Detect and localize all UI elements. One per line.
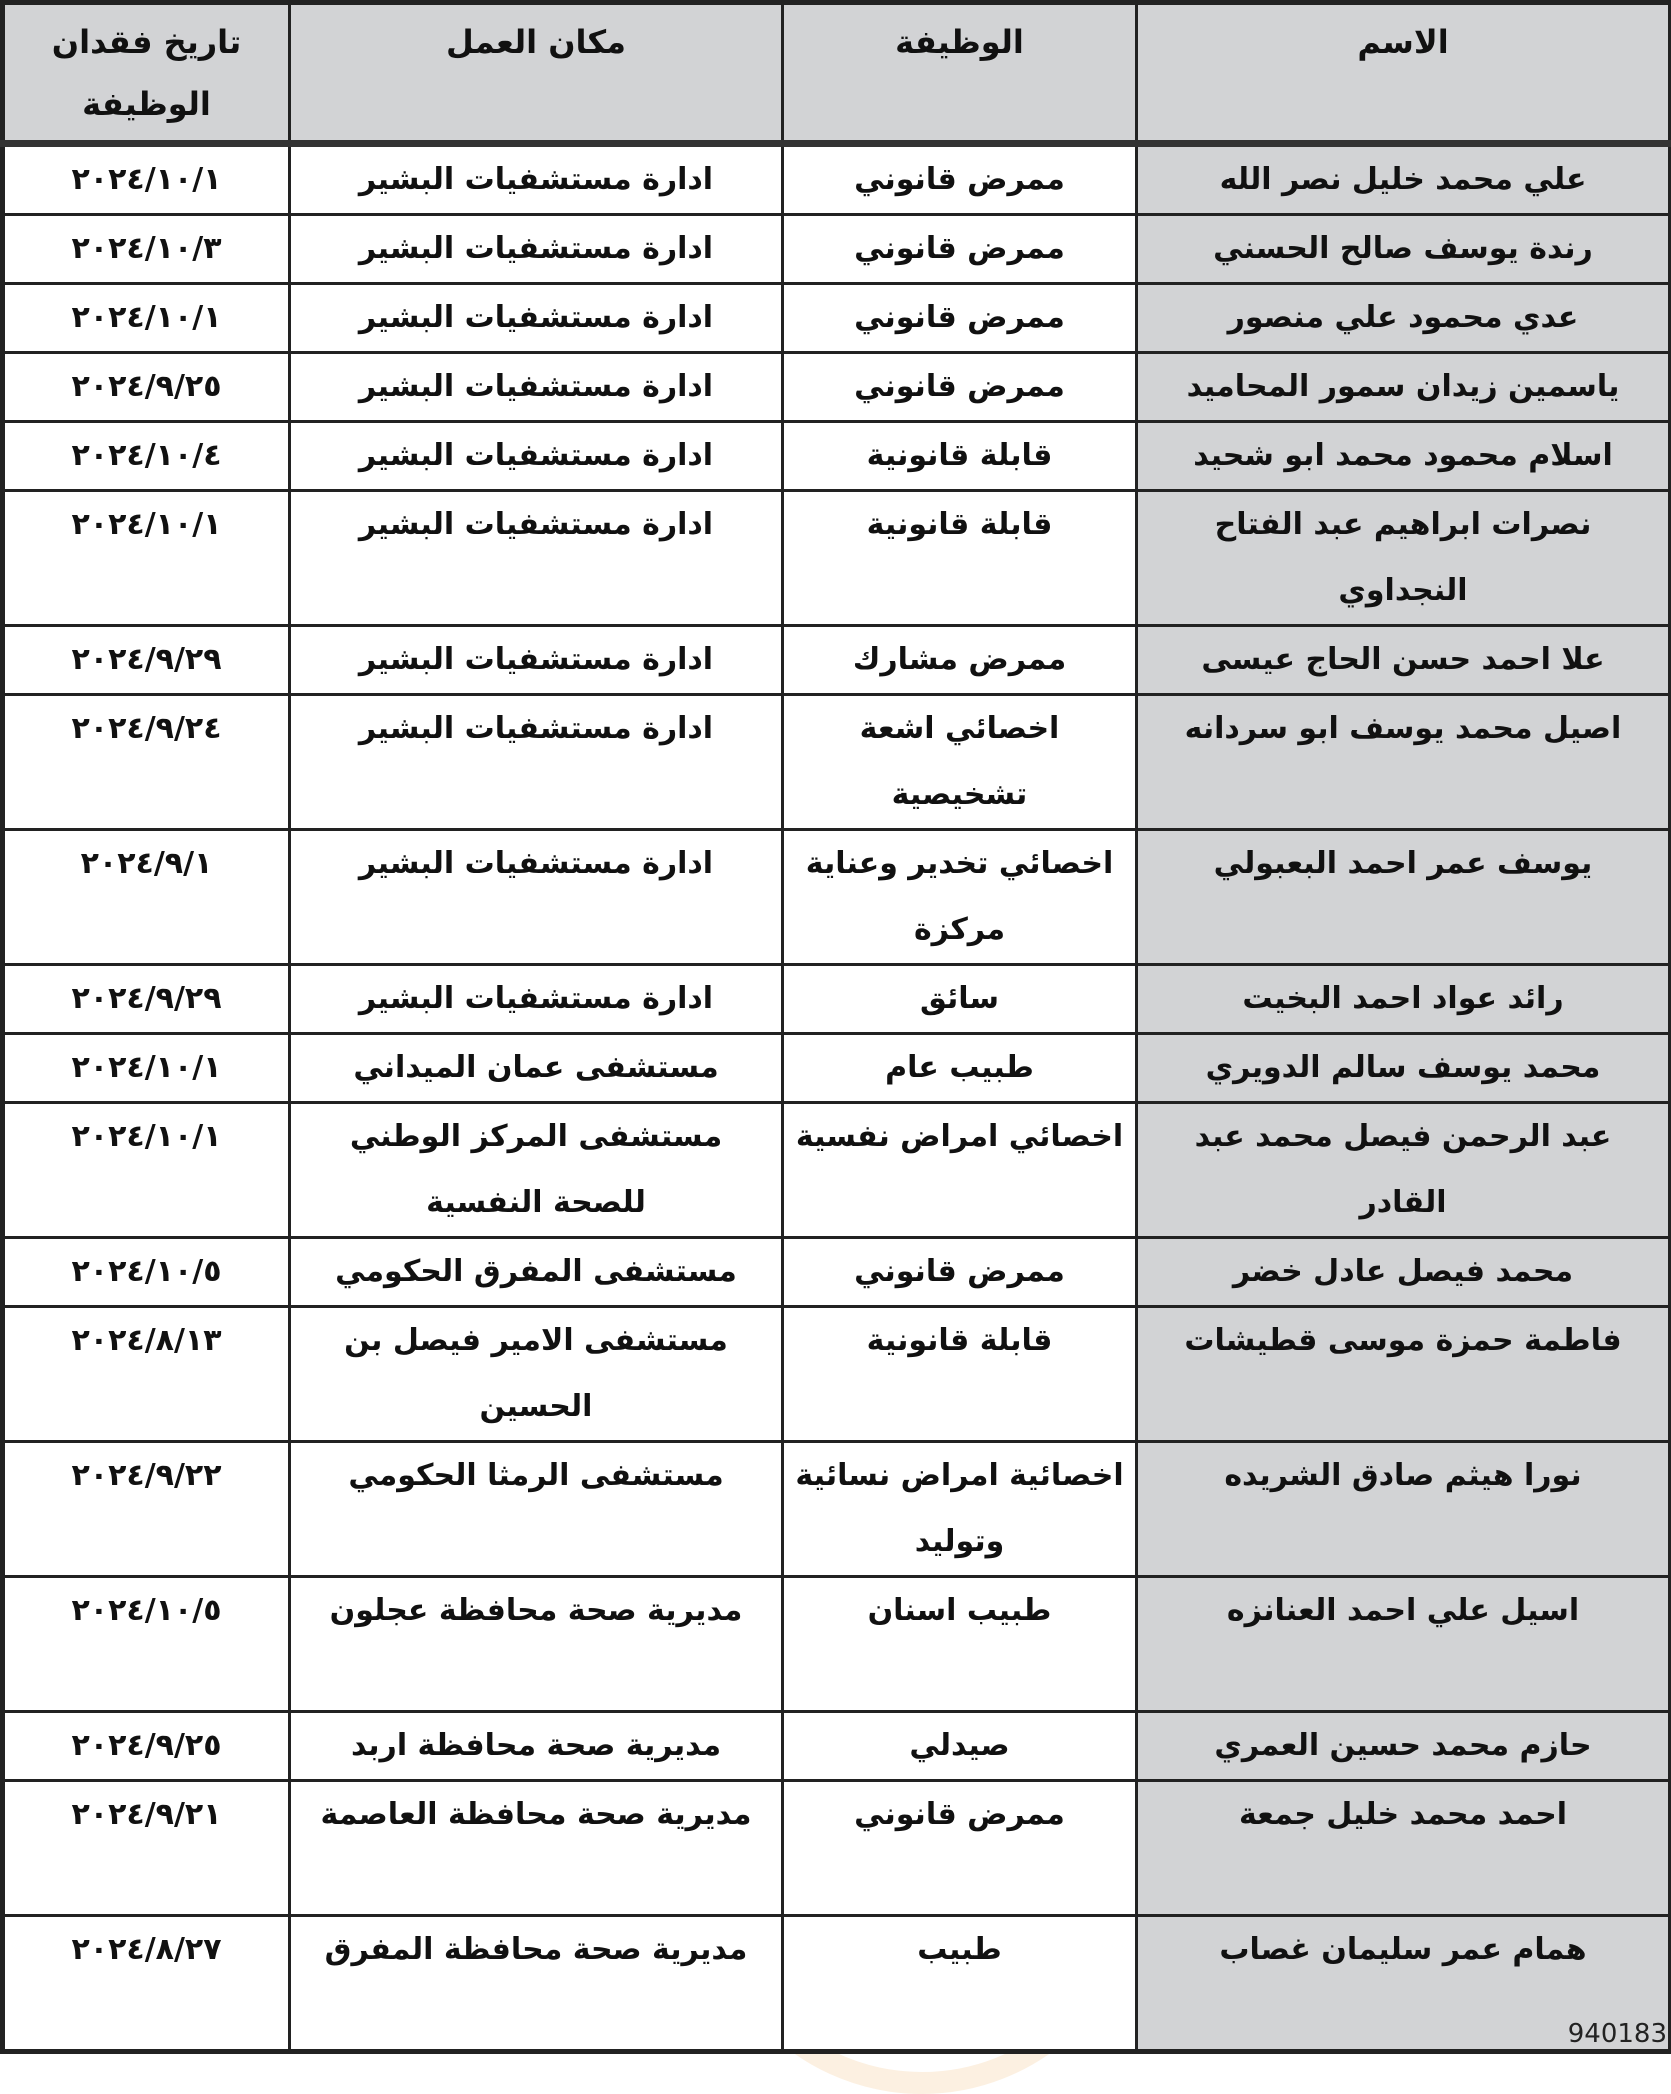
cell-job: اخصائي اشعة تشخيصية: [783, 695, 1137, 830]
table-row: [3, 1238, 1671, 1307]
cell-place: ادارة مستشفيات البشير: [290, 284, 783, 353]
cell-place: مديرية صحة محافظة المفرق: [290, 1916, 783, 2052]
table-row: [3, 1103, 1671, 1238]
cell-place: مديرية صحة محافظة عجلون: [290, 1577, 783, 1712]
table-row: [3, 353, 1671, 422]
header-row: [3, 3, 1671, 144]
cell-date: ٢٠٢٤/١٠/١: [3, 284, 290, 353]
cell-job: طبيب اسنان: [783, 1577, 1137, 1712]
cell-name: حازم محمد حسين العمري: [1137, 1712, 1671, 1781]
cell-name: عبد الرحمن فيصل محمد عبد القادر: [1137, 1103, 1671, 1238]
cell-date: ٢٠٢٤/٩/٢٩: [3, 626, 290, 695]
cell-place: مستشفى المركز الوطني للصحة النفسية: [290, 1103, 783, 1238]
cell-place: ادارة مستشفيات البشير: [290, 422, 783, 491]
header-place: مكان العمل: [290, 3, 783, 144]
cell-name: محمد يوسف سالم الدويري: [1137, 1034, 1671, 1103]
cell-job: ممرض قانوني: [783, 215, 1137, 284]
table-row: [3, 144, 1671, 215]
cell-place: ادارة مستشفيات البشير: [290, 353, 783, 422]
cell-place: ادارة مستشفيات البشير: [290, 144, 783, 215]
cell-name: احمد محمد خليل جمعة: [1137, 1781, 1671, 1916]
footer-code: 940183: [1567, 2019, 1667, 2049]
header-date: تاريخ فقدان الوظيفة: [3, 3, 290, 144]
table-row: [3, 422, 1671, 491]
cell-date: ٢٠٢٤/٩/٢١: [3, 1781, 290, 1916]
cell-place: ادارة مستشفيات البشير: [290, 965, 783, 1034]
cell-date: ٢٠٢٤/٩/٢٥: [3, 1712, 290, 1781]
cell-name: ياسمين زيدان سمور المحاميد: [1137, 353, 1671, 422]
table-row: [3, 1712, 1671, 1781]
table-row: [3, 491, 1671, 626]
cell-job: اخصائي تخدير وعناية مركزة: [783, 830, 1137, 965]
cell-name: همام عمر سليمان غصاب: [1137, 1916, 1671, 2052]
cell-date: ٢٠٢٤/٨/١٣: [3, 1307, 290, 1442]
cell-job: ممرض قانوني: [783, 1781, 1137, 1916]
cell-place: مديرية صحة محافظة العاصمة: [290, 1781, 783, 1916]
table-row: [3, 830, 1671, 965]
cell-date: ٢٠٢٤/١٠/١: [3, 491, 290, 626]
cell-name: محمد فيصل عادل خضر: [1137, 1238, 1671, 1307]
cell-job: ممرض مشارك: [783, 626, 1137, 695]
cell-date: ٢٠٢٤/١٠/١: [3, 1034, 290, 1103]
cell-name: فاطمة حمزة موسى قطيشات: [1137, 1307, 1671, 1442]
cell-name: رائد عواد احمد البخيت: [1137, 965, 1671, 1034]
table-row: [3, 1034, 1671, 1103]
table-row: [3, 1307, 1671, 1442]
cell-date: ٢٠٢٤/١٠/٥: [3, 1238, 290, 1307]
cell-place: ادارة مستشفيات البشير: [290, 626, 783, 695]
cell-place: مستشفى المفرق الحكومي: [290, 1238, 783, 1307]
cell-name: علا احمد حسن الحاج عيسى: [1137, 626, 1671, 695]
cell-name: نصرات ابراهيم عبد الفتاح النجداوي: [1137, 491, 1671, 626]
cell-job: طبيب عام: [783, 1034, 1137, 1103]
cell-date: ٢٠٢٤/٩/١: [3, 830, 290, 965]
cell-job: ممرض قانوني: [783, 353, 1137, 422]
cell-job: صيدلي: [783, 1712, 1137, 1781]
header-name: الاسم: [1137, 3, 1671, 144]
cell-name: اصيل محمد يوسف ابو سردانه: [1137, 695, 1671, 830]
table-row: [3, 1577, 1671, 1712]
cell-job: طبيب: [783, 1916, 1137, 2052]
table-row: [3, 1442, 1671, 1577]
cell-place: مديرية صحة محافظة اربد: [290, 1712, 783, 1781]
cell-place: مستشفى عمان الميداني: [290, 1034, 783, 1103]
table-row: [3, 695, 1671, 830]
table-row: [3, 626, 1671, 695]
cell-job: اخصائي امراض نفسية: [783, 1103, 1137, 1238]
cell-date: ٢٠٢٤/٩/٢٥: [3, 353, 290, 422]
table-row: [3, 284, 1671, 353]
cell-name: اسيل علي احمد العنانزه: [1137, 1577, 1671, 1712]
cell-name: نورا هيثم صادق الشريده: [1137, 1442, 1671, 1577]
cell-place: مستشفى الرمثا الحكومي: [290, 1442, 783, 1577]
cell-name: عدي محمود علي منصور: [1137, 284, 1671, 353]
cell-name: علي محمد خليل نصر الله: [1137, 144, 1671, 215]
cell-date: ٢٠٢٤/٨/٢٧: [3, 1916, 290, 2052]
cell-date: ٢٠٢٤/١٠/١: [3, 1103, 290, 1238]
cell-date: ٢٠٢٤/٩/٢٢: [3, 1442, 290, 1577]
cell-name: يوسف عمر احمد البعبولي: [1137, 830, 1671, 965]
cell-place: ادارة مستشفيات البشير: [290, 491, 783, 626]
table-row: [3, 1781, 1671, 1916]
cell-name: رندة يوسف صالح الحسني: [1137, 215, 1671, 284]
cell-date: ٢٠٢٤/٩/٢٤: [3, 695, 290, 830]
cell-place: ادارة مستشفيات البشير: [290, 215, 783, 284]
header-job: الوظيفة: [783, 3, 1137, 144]
cell-job: قابلة قانونية: [783, 422, 1137, 491]
cell-date: ٢٠٢٤/١٠/٤: [3, 422, 290, 491]
cell-job: ممرض قانوني: [783, 1238, 1137, 1307]
cell-job: قابلة قانونية: [783, 1307, 1137, 1442]
cell-place: مستشفى الامير فيصل بن الحسين: [290, 1307, 783, 1442]
cell-job: ممرض قانوني: [783, 284, 1137, 353]
cell-date: ٢٠٢٤/١٠/٥: [3, 1577, 290, 1712]
table-row: [3, 215, 1671, 284]
cell-date: ٢٠٢٤/١٠/١: [3, 144, 290, 215]
cell-job: سائق: [783, 965, 1137, 1034]
cell-date: ٢٠٢٤/١٠/٣: [3, 215, 290, 284]
cell-place: ادارة مستشفيات البشير: [290, 695, 783, 830]
cell-job: قابلة قانونية: [783, 491, 1137, 626]
cell-job: ممرض قانوني: [783, 144, 1137, 215]
cell-date: ٢٠٢٤/٩/٢٩: [3, 965, 290, 1034]
table-row: [3, 1916, 1671, 2052]
cell-place: ادارة مستشفيات البشير: [290, 830, 783, 965]
cell-job: اخصائية امراض نسائية وتوليد: [783, 1442, 1137, 1577]
table-row: [3, 965, 1671, 1034]
cell-name: اسلام محمود محمد ابو شحيد: [1137, 422, 1671, 491]
